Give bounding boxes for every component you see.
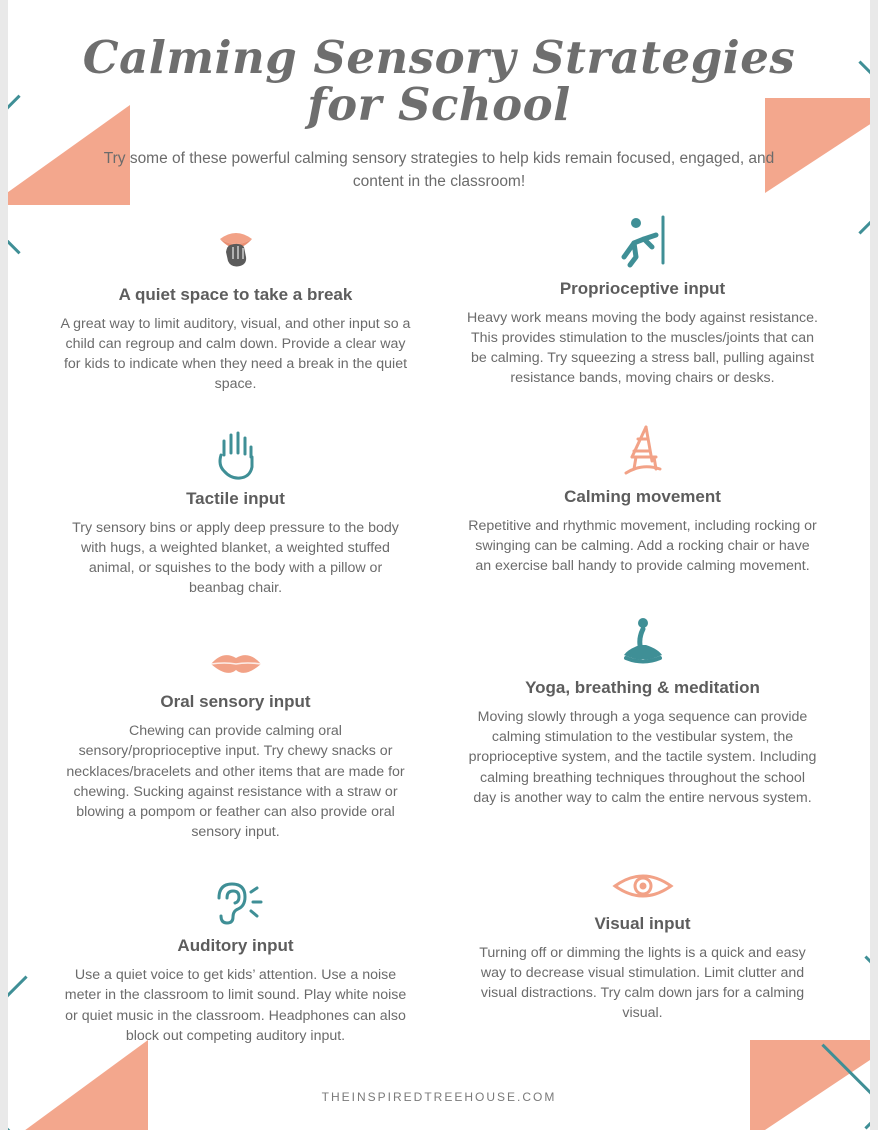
lips-icon: [60, 624, 411, 684]
tip-title: Proprioceptive input: [559, 279, 726, 298]
tip-card-quiet-space: [60, 217, 411, 395]
page-right-margin: [870, 0, 878, 1130]
page-title: Calming Sensory Strategies for School: [82, 31, 796, 132]
tip-card-tactile-input: [60, 421, 411, 599]
tip-card-calming-movement: [467, 419, 818, 576]
tip-title: Visual input: [594, 913, 691, 933]
tip-body: Moving slowly through a yoga sequence can provide calming stimulation to the vestibular system, the proprioceptive system, and the tactile system. Including calming breathing techniques throughout the school day is another way to calm the entire nervous system.: [468, 709, 817, 806]
tip-body: Use a quiet voice to get kids’ attention. Use a noise meter in the classroom to limit sound. Play white noise or quiet music in the classroom. Headphones can also block out competing auditory input.: [64, 967, 407, 1044]
tip-body: Try sensory bins or apply deep pressure to the body with hugs, a weighted blanket, a weighted stuffed animal, or squishes to the body with a pillow or beanbag chair.: [72, 519, 399, 597]
header: [8, 0, 870, 193]
tip-title: Oral sensory input: [160, 692, 311, 712]
pushing-person-icon: [467, 211, 818, 271]
tips-grid: [44, 211, 834, 1072]
eye-icon: [467, 846, 818, 906]
footer-website[interactable]: THEINSPIREDTREEHOUSE.COM: [321, 1090, 557, 1104]
ear-icon: [60, 868, 411, 928]
tip-title: Yoga, breathing & meditation: [525, 678, 760, 698]
tip-title: Auditory input: [177, 936, 294, 956]
tip-body: Turning off or dimming the lights is a quick and easy way to decrease visual stimulation. Limit clutter and visual distractions. Try calm down jars for a calming visual.: [479, 944, 806, 1022]
tip-card-oral-sensory-input: [60, 624, 411, 842]
tip-title: A quiet space to take a break: [118, 285, 353, 304]
tip-card-yoga-breathing-meditation: [467, 610, 818, 808]
tip-title: Tactile input: [186, 488, 285, 508]
tip-body: A great way to limit auditory, visual, and other input so a child can regroup and calm down. Provide a clear way for kids to indicate when they need a break in the quiet space.: [60, 316, 411, 393]
tip-card-auditory-input: [60, 868, 411, 1046]
page-left-margin: [0, 0, 8, 1130]
tips-column-right: [439, 211, 834, 1072]
tip-body: Chewing can provide calming oral sensory/proprioceptive input. Try chewy snacks or necklaces/bracelets and other items that are made for chewing. Sucking against resistance with a straw or blowing a pompom or feather can also provide oral sensory input.: [66, 723, 405, 841]
infographic-sheet: [8, 0, 870, 1130]
tip-card-visual-input: [467, 846, 818, 1024]
hand-icon: [60, 421, 411, 481]
rocking-chair-icon: [467, 419, 818, 479]
yoga-pose-icon: [467, 610, 818, 670]
tips-column-left: [44, 211, 439, 1072]
tip-title: Calming movement: [564, 486, 721, 506]
mouth-hand-icon: [60, 217, 411, 277]
tip-body: Heavy work means moving the body against resistance. This provides stimulation to the muscles/joints that can be calming. Try squeezing a stress ball, pulling against resistance bands, moving chairs or desks.: [467, 310, 818, 387]
tip-body: Repetitive and rhythmic movement, including rocking or swinging can be calming. Add a rocking chair or have an exercise ball handy to provide calming movement.: [468, 517, 817, 574]
tip-card-proprioceptive-input: [467, 211, 818, 389]
footer: [8, 1088, 870, 1106]
page-subtitle: Try some of these powerful calming sensory strategies to help kids remain focused, engaged, and content in the classroom!: [103, 149, 775, 190]
